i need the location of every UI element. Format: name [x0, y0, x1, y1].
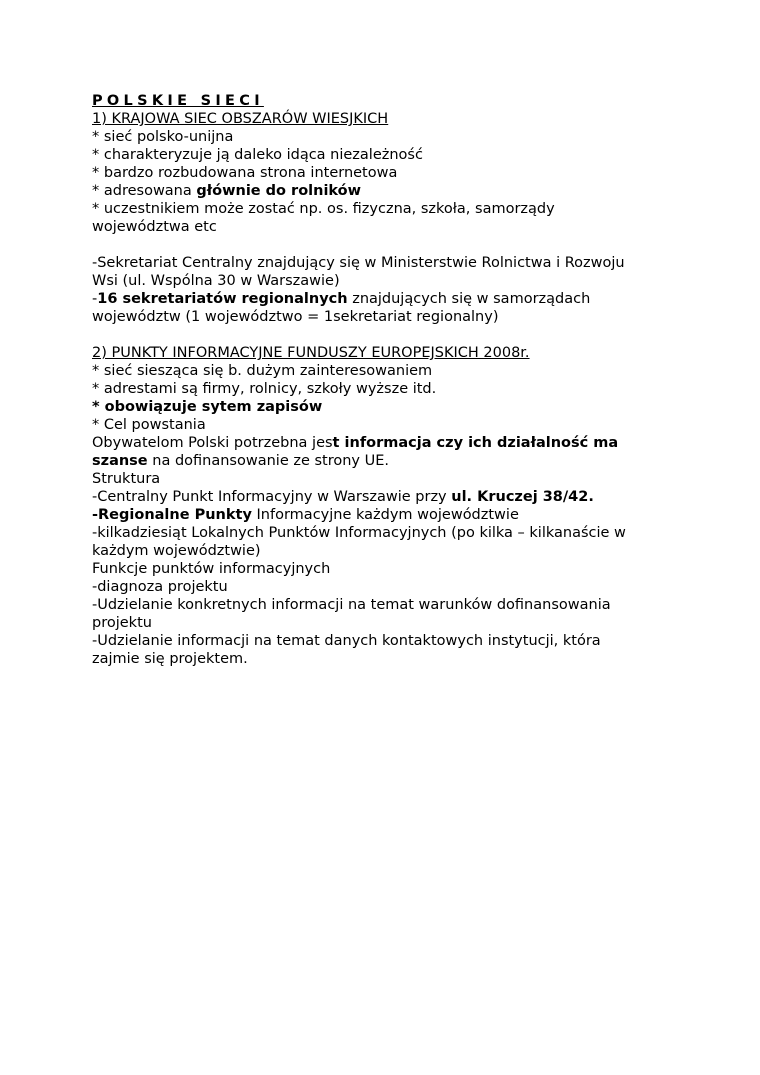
bold-text: szanse [92, 453, 148, 469]
text-line [92, 452, 692, 470]
bold-text: 16 sekretariatów regionalnych [97, 291, 348, 307]
bullet-item: * sieć siesząca się b. dużym zainteresowaniem [92, 363, 433, 379]
text-run: na dofinansowanie ze strony UE. [147, 453, 390, 469]
blank-line [92, 326, 692, 344]
text-line: projektu [92, 615, 152, 631]
bullet-item: * charakteryzuje ją daleko idąca niezależność [92, 147, 423, 163]
bullet-item: * adrestami są firmy, rolnicy, szkoły wyższe itd. [92, 381, 437, 397]
text-line: zajmie się projektem. [92, 651, 248, 667]
text-line: -kilkadziesiąt Lokalnych Punktów Informacyjnych (po kilka – kilkanaście w [92, 525, 626, 541]
bold-text: t informacja czy ich działalność ma [332, 435, 619, 451]
document-title: POLSKIE SIECI [92, 93, 264, 109]
text-line [92, 434, 692, 452]
section-heading: 1) KRAJOWA SIEC OBSZARÓW WIESJKICH [92, 111, 389, 127]
bullet-item: * uczestnikiem może zostać np. os. fizyczna, szkoła, samorządy [92, 201, 555, 217]
section-heading: 2) PUNKTY INFORMACYJNE FUNDUSZY EUROPEJSKICH 2008r. [92, 345, 530, 361]
bullet-item [92, 182, 692, 200]
text-line [92, 506, 692, 524]
text-run: - [92, 291, 98, 307]
blank-line [92, 236, 692, 254]
text-line: -Sekretariat Centralny znajdujący się w Ministerstwie Rolnictwa i Rozwoju [92, 255, 625, 271]
text-line: każdym województwie) [92, 543, 261, 559]
text-run: Obywatelom Polski potrzebna jes [92, 435, 333, 451]
bullet-item: * sieć polsko-unijna [92, 129, 234, 145]
bullet-item: * bardzo rozbudowana strona internetowa [92, 165, 398, 181]
bold-text: głównie do rolników [196, 183, 362, 199]
subheading: Funkcje punktów informacyjnych [92, 561, 331, 577]
text-run: * adresowana [92, 183, 197, 199]
document-page [92, 92, 692, 668]
text-run: znajdujących się w samorządach [347, 291, 591, 307]
text-line: -Udzielanie konkretnych informacji na temat warunków dofinansowania [92, 597, 611, 613]
text-run: -Centralny Punkt Informacyjny w Warszawie przy [92, 489, 452, 505]
text-line: województwa etc [92, 219, 217, 235]
text-line: województw (1 województwo = 1sekretariat regionalny) [92, 309, 499, 325]
text-line: Wsi (ul. Wspólna 30 w Warszawie) [92, 273, 340, 289]
text-line [92, 290, 692, 308]
text-line: -Udzielanie informacji na temat danych kontaktowych instytucji, która [92, 633, 601, 649]
bullet-item: * Cel powstania [92, 417, 206, 433]
text-line: -diagnoza projektu [92, 579, 228, 595]
subheading: Struktura [92, 471, 161, 487]
bullet-item: * obowiązuje sytem zapisów [92, 399, 323, 415]
bold-text: ul. Kruczej 38/42. [451, 489, 594, 505]
bold-text: -Regionalne Punkty [92, 507, 252, 523]
text-run: Informacyjne każdym województwie [251, 507, 519, 523]
text-line [92, 488, 692, 506]
